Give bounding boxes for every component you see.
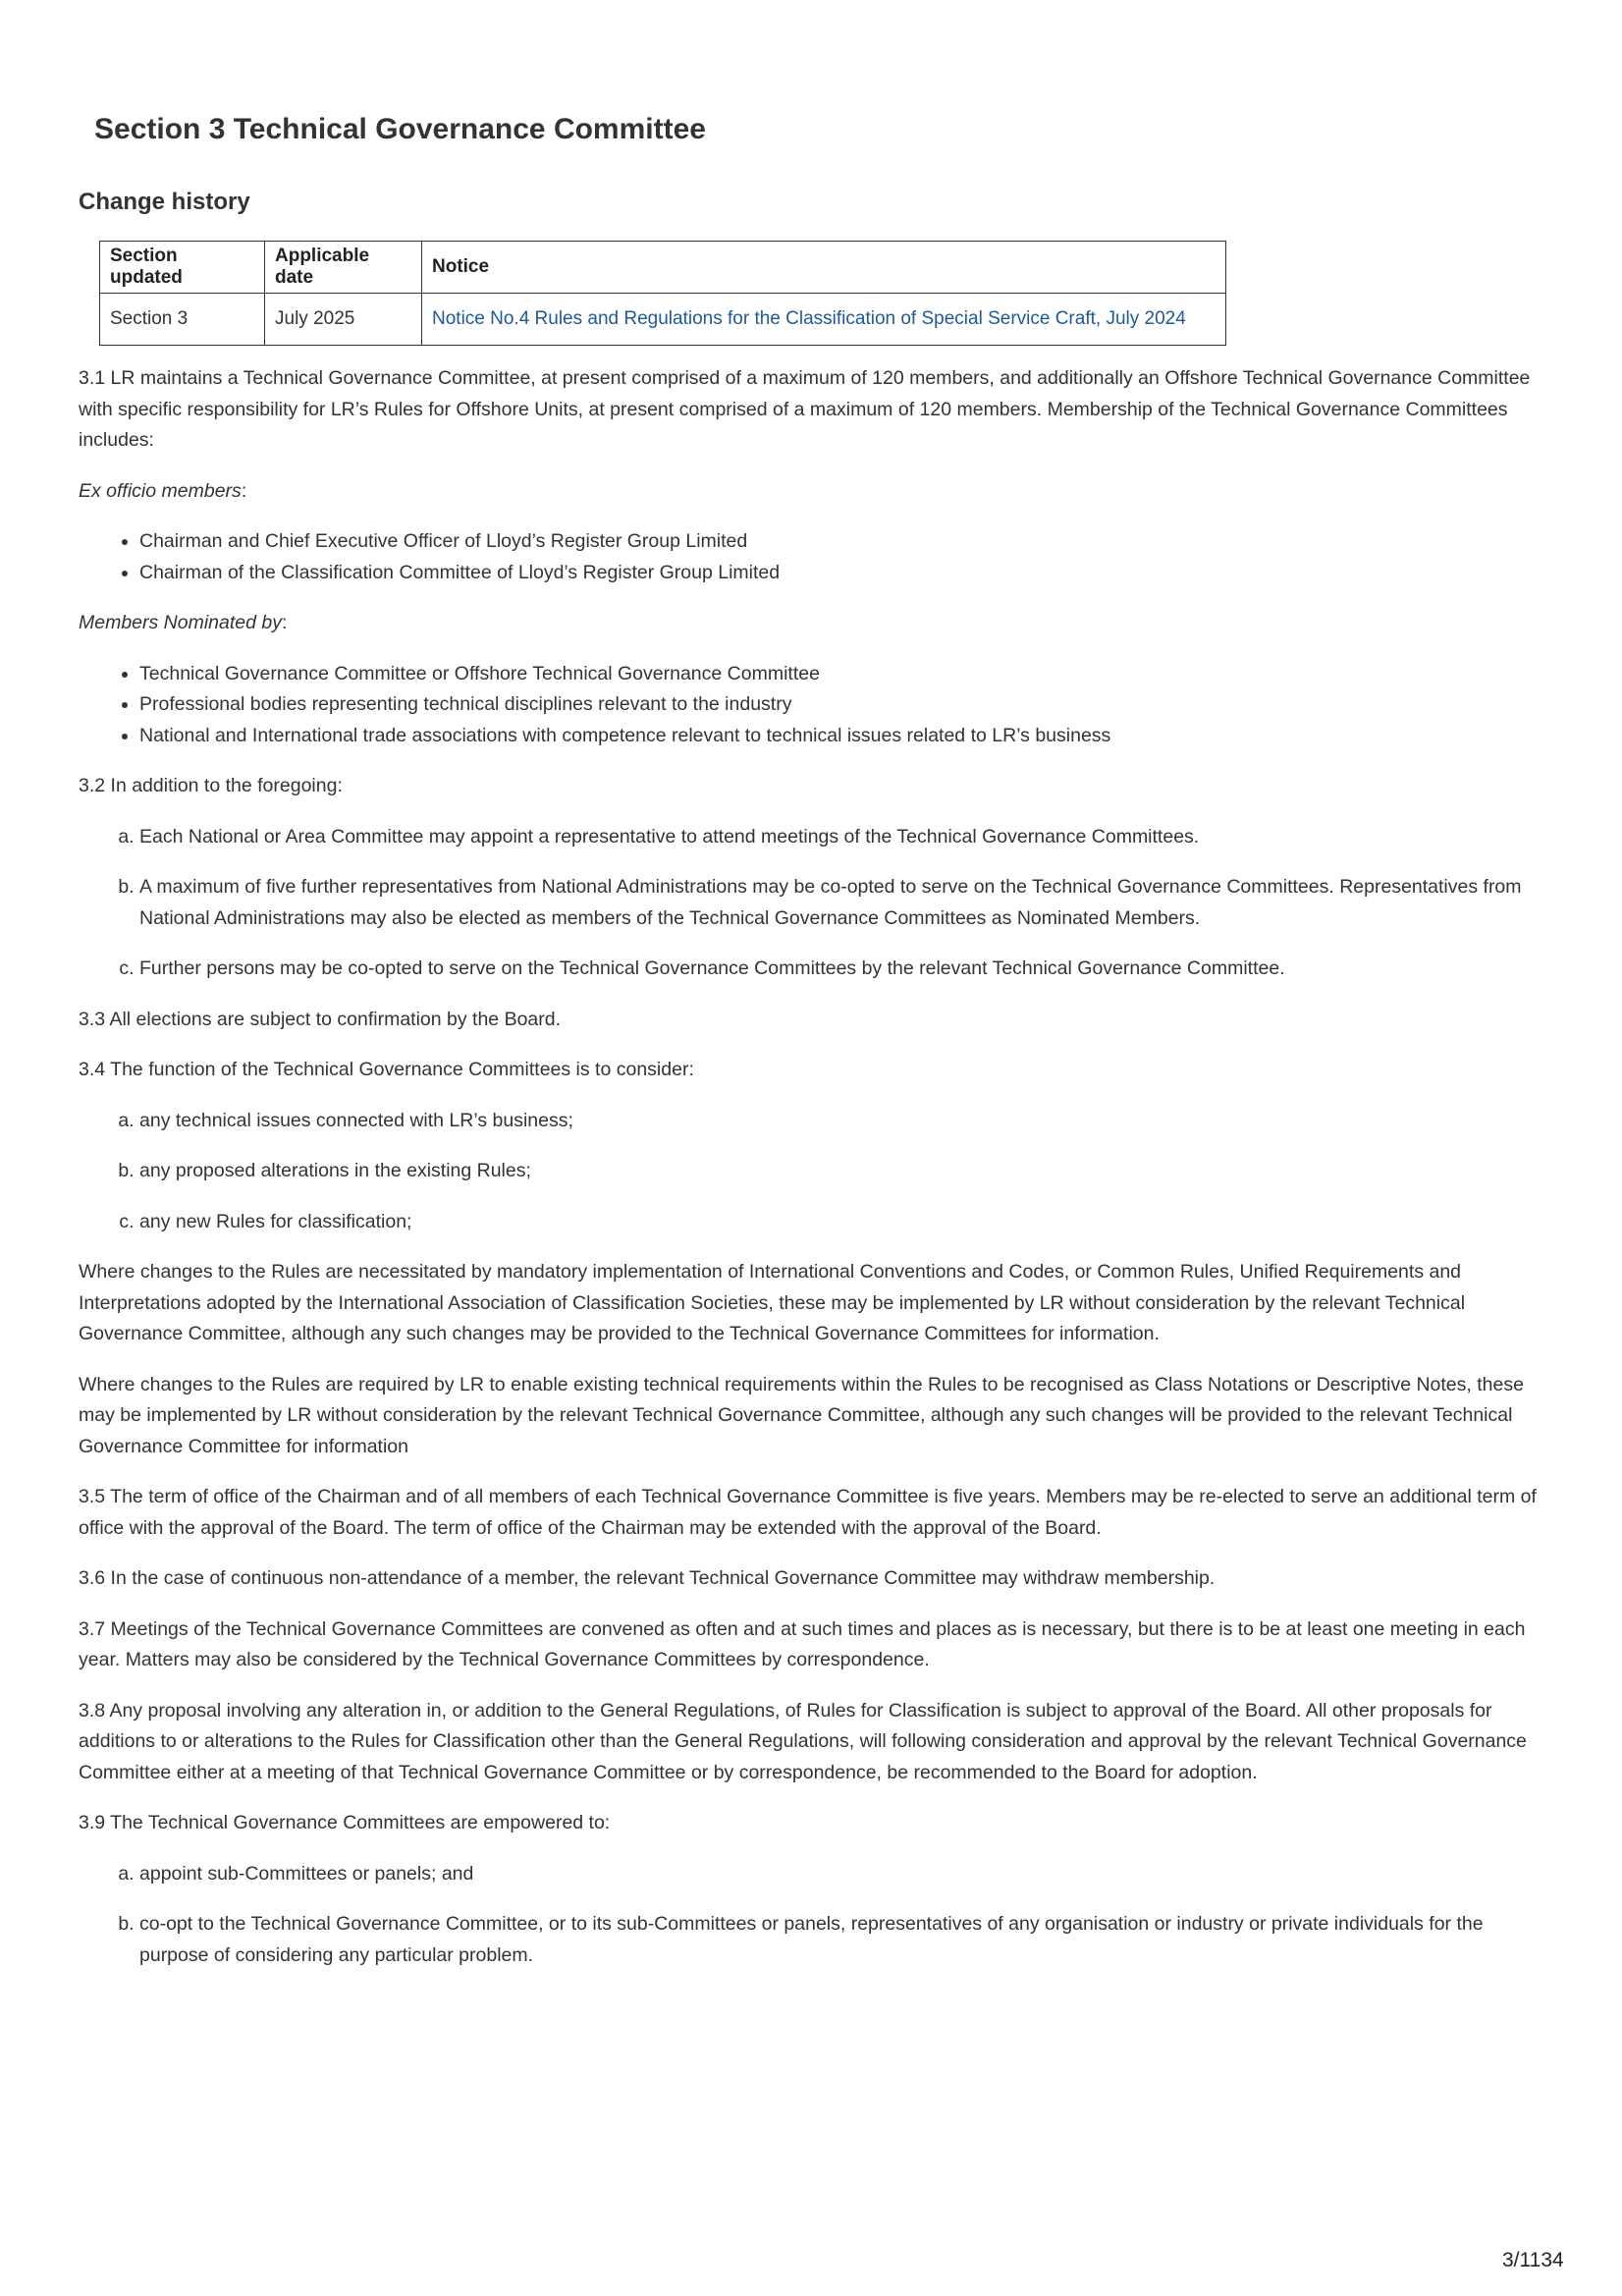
section-title: Section 3 Technical Governance Committee: [94, 113, 706, 145]
paragraph-3-7: 3.7 Meetings of the Technical Governance Committees are convened as often and at such times and places as is necessary, but there is to be at least one meeting in each year. Matters may also be considered by the Technical Governance Committees by correspondence.: [79, 1617, 1526, 1670]
list-item: • Professional bodies representing technical disciplines relevant to the industry: [139, 689, 1556, 721]
table-row: [100, 294, 1226, 346]
paragraph-3-3: 3.3 All elections are subject to confirmation by the Board.: [79, 1008, 562, 1030]
nominated-list: [79, 659, 1556, 752]
nominated-label-text: Members Nominated by: [79, 612, 282, 633]
column-header-section-updated: Section updated: [100, 242, 265, 294]
list-item: • Technical Governance Committee or Offshore Technical Governance Committee: [139, 659, 1556, 690]
list-item: a. any technical issues connected with LR’s business;: [139, 1106, 1556, 1137]
ex-officio-label: [79, 476, 1556, 508]
list-item: b. co-opt to the Technical Governance Committee, or to its sub-Committees or panels, representatives of any organisation or industry or private individuals for the purpose of considering any particular problem.: [139, 1909, 1556, 1971]
list-3-9: [79, 1859, 1556, 1972]
change-history-table: [99, 241, 1226, 346]
section-body: [79, 363, 1556, 1991]
list-item: c. Further persons may be co-opted to serve on the Technical Governance Committees by the relevant Technical Governance Committee.: [139, 954, 1556, 985]
paragraph-3-6: 3.6 In the case of continuous non-attendance of a member, the relevant Technical Governance Committee may withdraw membership.: [79, 1567, 1216, 1589]
cell-date: July 2025: [265, 294, 422, 346]
page-number: 3/1134: [1502, 2249, 1564, 2271]
list-item: a. appoint sub-Committees or panels; and: [139, 1859, 1556, 1890]
paragraph-changes-mandatory: Where changes to the Rules are necessitated by mandatory implementation of International Conventions and Codes, or Common Rules, Unified Requirements and Interpretations adopted by the International Association of Classification Societies, these may be implemented by LR without consideration by the relevant Technical Governance Committee, although any such changes may be provided to the Technical Governance Committees for information.: [79, 1261, 1466, 1344]
ex-officio-label-text: Ex officio members: [79, 479, 242, 502]
ex-officio-colon: :: [241, 479, 247, 502]
column-header-notice: Notice: [422, 242, 1226, 294]
list-3-2: [79, 822, 1556, 985]
paragraph-3-2: 3.2 In addition to the foregoing:: [79, 775, 343, 796]
notice-link[interactable]: Notice No.4 Rules and Regulations for the Classification of Special Service Craft, July 2024: [432, 308, 1186, 329]
paragraph-3-1: 3.1 LR maintains a Technical Governance Committee, at present comprised of a maximum of 120 members, and additionally an Offshore Technical Governance Committee with specific responsibility for LR’s Rules for Offshore Units, at present comprised of a maximum of 120 members. Membership of the Technical Governance Committees includes:: [79, 367, 1531, 451]
list-item: c. any new Rules for classification;: [139, 1207, 1556, 1238]
change-history-heading: Change history: [79, 189, 250, 215]
paragraph-3-4: 3.4 The function of the Technical Governance Committees is to consider:: [79, 1059, 694, 1080]
list-item: • Chairman of the Classification Committee of Lloyd’s Register Group Limited: [139, 558, 1556, 589]
list-3-4: [79, 1106, 1556, 1238]
column-header-applicable-date: Applicable date: [265, 242, 422, 294]
table-header-row: [100, 242, 1226, 294]
cell-notice: [422, 294, 1226, 346]
list-item: • National and International trade associations with competence relevant to technical issues related to LR’s business: [139, 721, 1556, 752]
nominated-label: [79, 608, 1556, 639]
list-item: b. any proposed alterations in the existing Rules;: [139, 1156, 1556, 1187]
paragraph-3-5: 3.5 The term of office of the Chairman and of all members of each Technical Governance Committee is five years. Members may be re-elected to serve an additional term of office with the approval of the Board. The term of office of the Chairman may be extended with the approval of the Board.: [79, 1486, 1537, 1539]
ex-officio-list: [79, 526, 1556, 588]
list-item: a. Each National or Area Committee may appoint a representative to attend meetings of the Technical Governance Committees.: [139, 822, 1556, 853]
list-item: • Chairman and Chief Executive Officer of Lloyd’s Register Group Limited: [139, 526, 1556, 558]
paragraph-changes-class-notations: Where changes to the Rules are required by LR to enable existing technical requirements within the Rules to be recognised as Class Notations or Descriptive Notes, these may be implemented by LR without consideration by the relevant Technical Governance Committee, although any such changes will be provided to the relevant Technical Governance Committee for information: [79, 1373, 1524, 1457]
list-item: b. A maximum of five further representatives from National Administrations may be co-opted to serve on the Technical Governance Committees. Representatives from National Administrations may also be elected as members of the Technical Governance Committees as Nominated Members.: [139, 872, 1556, 934]
paragraph-3-9: 3.9 The Technical Governance Committees are empowered to:: [79, 1812, 611, 1833]
nominated-colon: :: [282, 612, 288, 633]
paragraph-3-8: 3.8 Any proposal involving any alteration in, or addition to the General Regulations, of Rules for Classification is subject to approval of the Board. All other proposals for additions to or alterations to the Rules for Classification other than the General Regulations, will following consideration and approval by the relevant Technical Governance Committee either at a meeting of that Technical Governance Committee or by correspondence, be recommended to the Board for adoption.: [79, 1699, 1527, 1783]
cell-section: Section 3: [100, 294, 265, 346]
